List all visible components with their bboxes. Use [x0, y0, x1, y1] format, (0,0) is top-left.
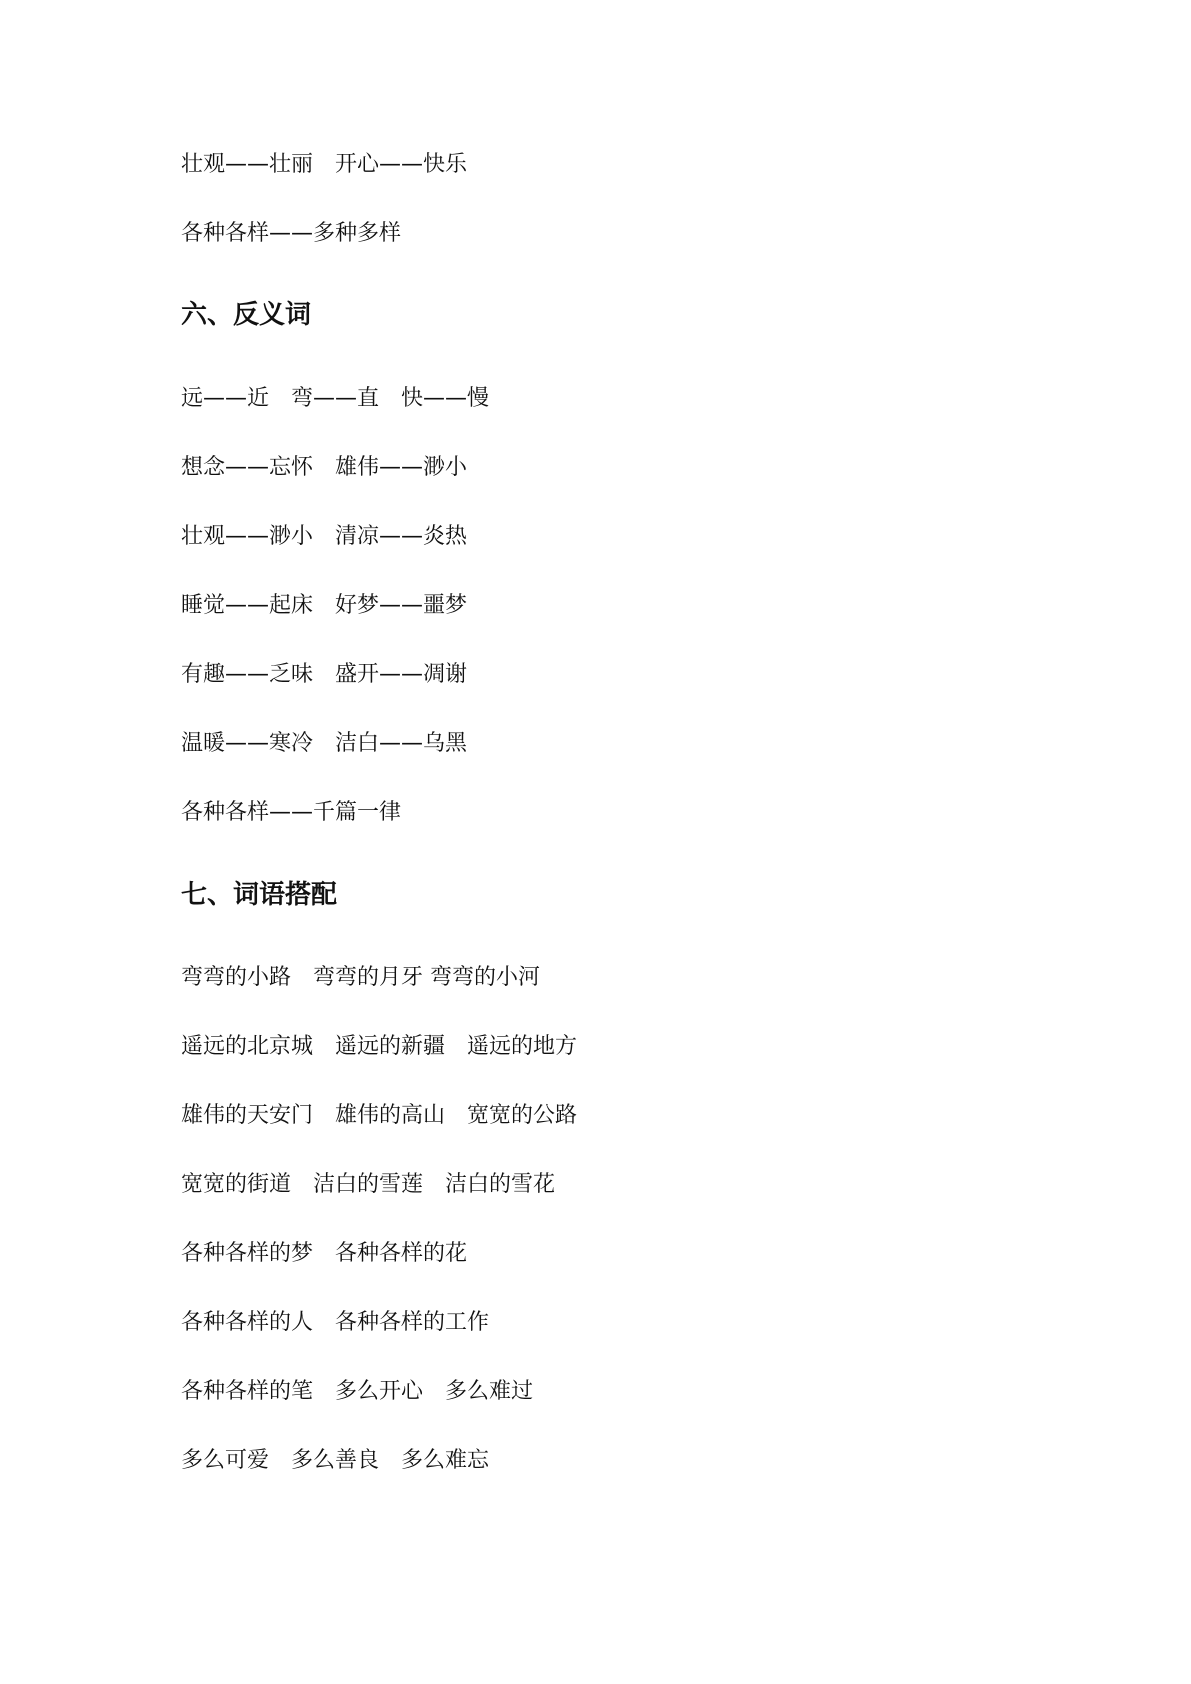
- antonym-line: 想念——忘怀 雄伟——渺小: [181, 455, 468, 480]
- collocation-line: 遥远的北京城 遥远的新疆 遥远的地方: [181, 1034, 578, 1059]
- collocation-line: 各种各样的梦 各种各样的花: [181, 1241, 468, 1266]
- collocation-line: 弯弯的小路 弯弯的月牙 弯弯的小河: [181, 965, 540, 990]
- antonym-line: 壮观——渺小 清凉——炎热: [181, 524, 468, 549]
- antonym-line: 远——近 弯——直 快——慢: [181, 386, 490, 411]
- collocation-line: 宽宽的街道 洁白的雪莲 洁白的雪花: [181, 1172, 556, 1197]
- antonym-line: 睡觉——起床 好梦——噩梦: [181, 593, 468, 618]
- antonym-line: 有趣——乏味 盛开——凋谢: [181, 662, 468, 687]
- collocation-line: 各种各样的人 各种各样的工作: [181, 1310, 490, 1335]
- section-heading-antonyms: 六、反义词: [181, 300, 312, 330]
- section-heading-collocations: 七、词语搭配: [181, 880, 338, 910]
- collocation-line: 各种各样的笔 多么开心 多么难过: [181, 1379, 534, 1404]
- synonym-line: 各种各样——多种多样: [181, 221, 402, 246]
- antonym-line: 温暖——寒冷 洁白——乌黑: [181, 731, 468, 756]
- collocation-line: 雄伟的天安门 雄伟的高山 宽宽的公路: [181, 1103, 578, 1128]
- synonym-line: 壮观——壮丽 开心——快乐: [181, 152, 468, 177]
- collocation-line: 多么可爱 多么善良 多么难忘: [181, 1448, 490, 1473]
- antonym-line: 各种各样——千篇一律: [181, 800, 402, 825]
